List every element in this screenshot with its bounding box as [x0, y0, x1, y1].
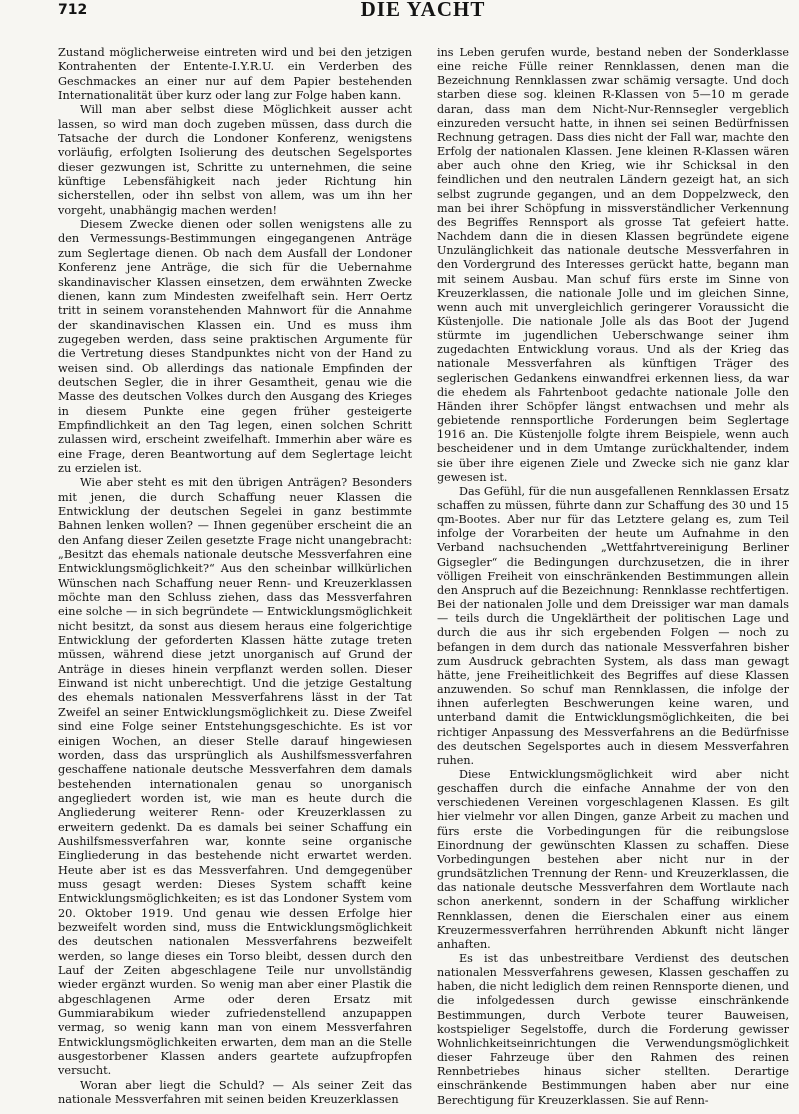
left-text-column [58, 46, 412, 1107]
paragraph: ins Leben gerufen wurde, bestand neben der Sonderklasse eine reiche Fülle reiner Rennklassen, denen man die Bezeichnung Rennklassen zwar schämig versagte. Und doch starben diese sog. kleinen R-Klassen von 5—10 m gerade daran, dass man dem Nicht-Nur-Rennsegler vergeblich einzureden versucht hatte, in ihnen sei seinen Bedürfnissen Rechnung getragen. Dass dies nicht der Fall war, machte den Erfolg der nationalen Klassen. Jene kleinen R-Klassen wären aber auch ohne den Krieg, wie ihr Schicksal in den feindlichen und den neutralen Ländern gezeigt hat, an sich selbst zugrunde gegangen, und an dem Doppelzweck, den man bei ihrer Schöpfung in missverständlicher Verkennung des Begriffes Rennsport als grosse Tat gefeiert hatte. Nachdem dann die in diesen Klassen begründete eigene Unzulänglichkeit das nationale deutsche Messverfahren in den Vordergrund des Interesses gerückt hatte, begann man mit seinem Ausbau. Man schuf fürs erste im Sinne von Kreuzerklassen, die nationale Jolle und im gleichen Sinne, wenn auch mit unvergleichlich geringerer Voraussicht die Küstenjolle. Die nationale Jolle als das Boot der Jugend stürmte im jugendlichen Ueberschwange seiner ihm zugedachten Entwicklung voraus. Und als der Krieg das nationale Messverfahren als künftigen Träger des seglerischen Gedankens einwandfrei erkennen liess, da war die ehedem als Fahrtenboot gedachte nationale Jolle den Händen ihrer Schöpfer längst entwachsen und mehr als gebietende rennsportliche Forderungen beim Seglertage 1916 an. Die Küstenjolle folgte ihrem Beispiele, wenn auch bescheidener und in dem Umtange zurückhaltender, indem sie über ihre eigenen Ziele und Zwecke sich nie ganz klar gewesen ist. [437, 46, 789, 484]
paragraph: Will man aber selbst diese Möglichkeit ausser acht lassen, so wird man doch zugeben müssen, dass durch die Tatsache der durch die Londoner Konferenz, wenigstens vorläufig, erfolgten Isolierung des deutschen Segelsportes dieser gezwungen ist, Schritte zu unternehmen, die seine künftige Lebensfähigkeit nach jeder Richtung hin sicherstellen, oder ihn selbst von allem, was um ihn her vorgeht, unabhängig machen werden! [58, 103, 412, 217]
right-text-column [437, 46, 789, 1108]
paragraph: Es ist das unbestreitbare Verdienst des deutschen nationalen Messverfahrens gewesen, Klassen geschaffen zu haben, die nicht lediglich dem reinen Rennsporte dienen, und die infolgedessen durch gewisse einschränkende Bestimmungen, durch Verbote teurer Bauweisen, kostspieliger Segelstoffe, durch die Forderung gewisser Wohnlichkeitseinrichtungen die Verwendungsmöglichkeit dieser Fahrzeuge über den Rahmen des reinen Rennbetriebes hinaus sicher stellten. Derartige einschränkende Bestimmungen haben aber nur eine Berechtigung für Kreuzerklassen. Sie auf Renn- [437, 952, 789, 1107]
paragraph: Diesem Zwecke dienen oder sollen wenigstens alle zu den Vermessungs-Bestimmungen eingegangenen Anträge zum Seglertage dienen. Ob nach dem Ausfall der Londoner Konferenz jene Anträge, die sich für die Uebernahme skandinavischer Klassen einsetzen, dem erwähnten Zwecke dienen, kann zum Mindesten zweifelhaft sein. Herr Oertz tritt in seinem voranstehenden Mahnwort für die Annahme der skandinavischen Klassen ein. Und es muss ihm zugegeben werden, dass seine praktischen Argumente für die Vertretung dieses Standpunktes nicht von der Hand zu weisen sind. Ob allerdings das nationale Empfinden der deutschen Segler, die in ihrer Gesamtheit, genau wie die Masse des deutschen Volkes durch den Ausgang des Krieges in diesem Punkte eine gegen früher gesteigerte Empfindlichkeit an den Tag legen, einen solchen Schritt zulassen wird, erscheint zweifelhaft. Immerhin aber wäre es eine Frage, deren Beantwortung auf dem Seglertage leicht zu erzielen ist. [58, 218, 412, 475]
paragraph: Das Gefühl, für die nun ausgefallenen Rennklassen Ersatz schaffen zu müssen, führte dann zur Schaffung des 30 und 15 qm-Bootes. Aber nur für das Letztere gelang es, zum Teil infolge der Vorarbeiten der heute um Aufnahme in den Verband nachsuchenden „Wettfahrtvereinigung Berliner Gigsegler“ die Bedingungen durchzusetzen, die in ihrer völligen Freiheit von einschränkenden Bestimmungen allein den Anspruch auf die Bezeichnung: Rennklasse rechtfertigen. Bei der nationalen Jolle und dem Dreissiger war man damals — teils durch die Ungeklärtheit der politischen Lage und durch die aus ihr sich ergebenden Folgen — noch zu befangen in dem durch das nationale Messverfahren bisher zum Ausdruck gebrachten System, als dass man gewagt hätte, jene Freiheitlichkeit des Begriffes auf diese Klassen anzuwenden. So schuf man Rennklassen, die infolge der ihnen auferlegten Beschwerungen keine waren, und unterband damit die Entwicklungsmöglichkeiten, die bei richtiger Anpassung des Messverfahrens an die Bedürfnisse des deutschen Segelsportes auch in diesem Messverfahren ruhen. [437, 484, 789, 767]
paragraph: Wie aber steht es mit den übrigen Anträgen? Besonders mit jenen, die durch Schaffung neuer Klassen die Entwicklung der deutschen Segelei in ganz bestimmte Bahnen lenken wollen? — Ihnen gegenüber erscheint die an den Anfang dieser Zeilen gesetzte Frage nicht unangebracht: „Besitzt das ehemals nationale deutsche Messverfahren eine Entwicklungsmöglichkeit?“ Aus den scheinbar willkürlichen Wünschen nach Schaffung neuer Renn- und Kreuzerklassen möchte man den Schluss ziehen, dass das Messverfahren eine solche — in sich begründete — Entwicklungsmöglichkeit nicht besitzt, da sonst aus diesem heraus eine folgerichtige Entwicklung der geforderten Klassen hätte zutage treten müssen, während diese jetzt unorganisch auf Grund der Anträge in dieses hinein verpflanzt werden sollen. Dieser Einwand ist nicht unberechtigt. Und die jetzige Gestaltung des ehemals nationalen Messverfahrens lässt in der Tat Zweifel an seiner Entwicklungsmöglichkeit zu. Diese Zweifel sind eine Folge seiner Entstehungsgeschichte. Es ist vor einigen Wochen, an dieser Stelle darauf hingewiesen worden, dass das ursprünglich als Aushilfsmessverfahren geschaffene nationale deutsche Messverfahren dem damals bestehenden internationalen genau so unorganisch angegliedert worden ist, wie man es heute durch die Angliederung weiterer Renn- oder Kreuzerklassen zu erweitern gedenkt. Da es damals bei seiner Schaffung ein Aushilfsmessverfahren war, konnte seine organische Eingliederung in das bestehende nicht erwartet werden. Heute aber ist es das Messverfahren. Und demgegenüber muss gesagt werden: Dieses System schafft keine Entwicklungsmöglichkeiten; es ist das Londoner System vom 20. Oktober 1919. Und genau wie dessen Erfolge hier bezweifelt worden sind, muss die Entwicklungsmöglichkeit des deutschen nationalen Messverfahrens bezweifelt werden, so lange dieses ein Torso bleibt, dessen durch den Lauf der Zeiten abgeschlagene Teile nur unvollständig wieder ergänzt wurden. So wenig man aber einer Plastik die abgeschlagenen Arme oder deren Ersatz mit Gummiarabikum wieder zufriedenstellend anzupappen vermag, so wenig kann man von einem Messverfahren Entwicklungsmöglichkeiten erwarten, dem man an die Stelle ausgestorbener Klassen anders geartete aufzupfropfen versucht. [58, 476, 412, 1078]
paragraph: Diese Entwicklungsmöglichkeit wird aber nicht geschaffen durch die einfache Annahme der von den verschiedenen Vereinen vorgeschlagenen Klassen. Es gilt hier vielmehr vor allen Dingen, ganze Arbeit zu machen und fürs erste die Vorbedingungen für die reibungslose Einordnung der gewünschten Klassen zu schaffen. Diese Vorbedingungen bestehen aber nicht nur in der grundsätzlichen Trennung der Renn- und Kreuzerklassen, die das nationale deutsche Messverfahren dem Wortlaute nach schon anerkennt, sondern in der Schaffung wirklicher Rennklassen, denen die Eierschalen einer aus einem Kreuzermessverfahren herrührenden Abkunft nicht länger anhaften. [437, 767, 789, 951]
page-number: 712 [58, 2, 88, 18]
page-header [58, 0, 788, 22]
journal-title: DIE YACHT [360, 0, 486, 21]
paragraph: Woran aber liegt die Schuld? — Als seiner Zeit das nationale Messverfahren mit seinen beiden Kreuzerklassen [58, 1078, 412, 1107]
paragraph: Zustand möglicherweise eintreten wird und bei den jetzigen Kontrahenten der Entente-I.Y.R.U. ein Verderben des Geschmackes an einer nur auf dem Papier bestehenden Internationalität über kurz oder lang zur Folge haben kann. [58, 46, 412, 103]
